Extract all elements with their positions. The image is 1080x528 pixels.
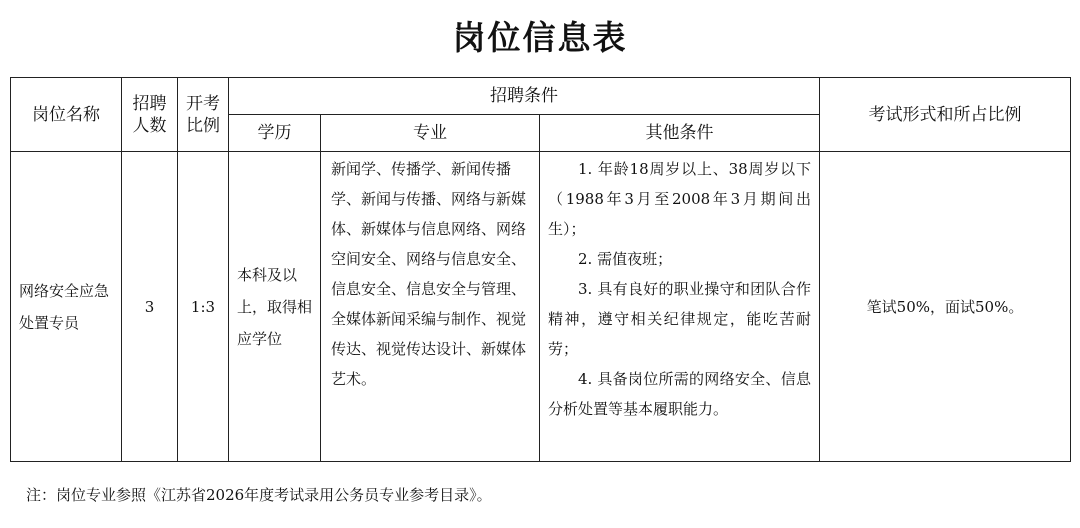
cell-other-conditions [540,152,820,462]
header-row-1 [11,78,1071,115]
header-recruit-count: 招聘人数 [122,78,178,152]
condition-item-2: 2. 需值夜班； [578,250,673,268]
cell-major: 新闻学、传播学、新闻传播学、新闻与传播、网络与新媒体、新媒体与信息网络、网络空间安全、网络与信息安全、信息安全、信息安全与管理、全媒体新闻采编与制作、视觉传达、视觉传达设计、新媒体艺术。 [321,152,540,462]
header-conditions: 招聘条件 [229,78,820,115]
header-exam-ratio: 开考比例 [178,78,229,152]
header-education: 学历 [229,115,321,152]
header-exam-format: 考试形式和所占比例 [820,78,1071,152]
header-position-name: 岗位名称 [11,78,122,152]
condition-item-3: 3. 具有良好的职业操守和团队合作精神，遵守相关纪律规定，能吃苦耐劳； [548,280,811,358]
cell-exam-ratio: 1:3 [178,152,229,462]
header-major: 专业 [321,115,540,152]
footnote: 注：岗位专业参照《江苏省2026年度考试录用公务员专业参考目录》。 [26,486,492,504]
cell-exam-format: 笔试50%，面试50%。 [820,152,1071,462]
condition-item-1: 1. 年龄18周岁以上、38周岁以下（1988年3月至2008年3月期间出生）； [548,160,811,238]
cell-education: 本科及以上，取得相应学位 [229,152,321,462]
header-other-conditions: 其他条件 [540,115,820,152]
condition-item-4: 4. 具备岗位所需的网络安全、信息分析处置等基本履职能力。 [548,370,811,418]
cell-position-name: 网络安全应急处置专员 [11,152,122,462]
position-info-table [10,77,1071,462]
page-title: 岗位信息表 [452,18,628,57]
cell-recruit-count: 3 [122,152,178,462]
table-row [11,152,1071,462]
